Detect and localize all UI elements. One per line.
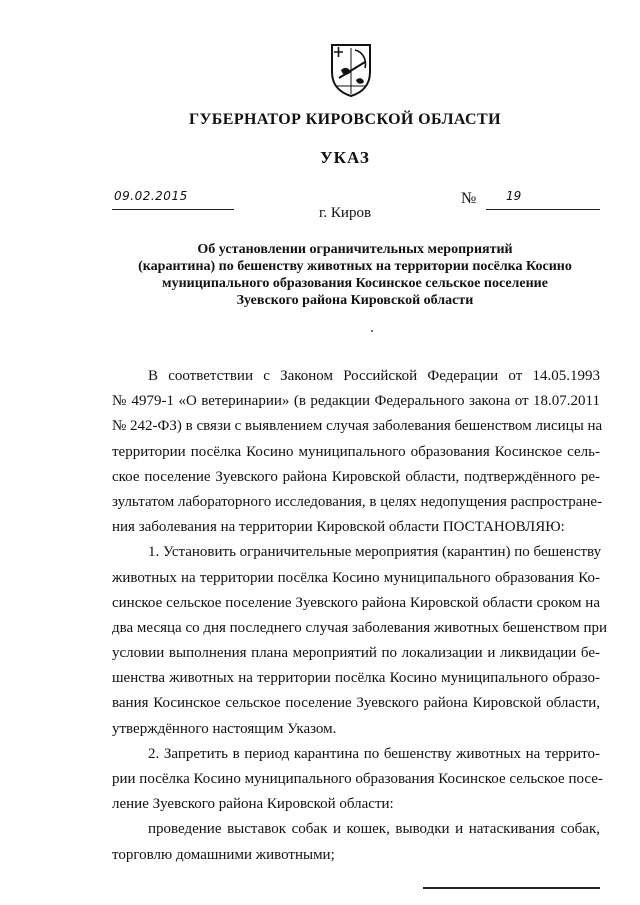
body-line: утверждённого настоящим Указом. xyxy=(112,720,337,737)
handwritten-date: 09.02.2015 xyxy=(114,189,188,203)
body-line: зультатом лабораторного исследования, в целях недопущения распростране- xyxy=(112,493,603,510)
title-line: Зуевского района Кировской области xyxy=(236,293,474,308)
handwritten-number: 19 xyxy=(506,189,522,203)
title-line: Об установлении ограничительных мероприятий xyxy=(197,242,513,257)
number-sign: № xyxy=(461,190,477,207)
body-line: 1. Установить ограничительные мероприятия (карантин) по бешенству xyxy=(148,544,602,561)
body-line: проведение выставок собак и кошек, выводки и натаскивания собак, xyxy=(148,821,600,838)
body-line: вания Косинское сельское поселение Зуевского района Кировской области, xyxy=(112,695,600,712)
document-type: УКАЗ xyxy=(320,148,370,167)
body-line: ление Зуевского района Кировской области: xyxy=(112,796,394,813)
decree-body xyxy=(112,364,608,868)
scan-speck xyxy=(371,330,373,332)
body-line: № 242-ФЗ) в связи с выявлением случая заболевания бешенством лисицы на xyxy=(112,418,603,435)
body-line: ния заболевания на территории Кировской области ПОСТАНОВЛЯЮ: xyxy=(112,519,565,536)
body-line: ское поселение Зуевского района Кировской области, подтверждённого ре- xyxy=(112,468,600,485)
body-line: синское сельское поселение Зуевского района Кировской области сроком на xyxy=(112,594,600,611)
body-line: В соответствии с Законом Российской Федерации от 14.05.1993 xyxy=(148,368,600,384)
body-line: два месяца со дня последнего случая заболевания животных бешенством при xyxy=(112,619,608,636)
coat-of-arms-icon xyxy=(329,42,373,98)
issuing-authority: ГУБЕРНАТОР КИРОВСКОЙ ОБЛАСТИ xyxy=(189,111,501,128)
body-line: шенства животных на территории посёлка Косино муниципального образо- xyxy=(112,670,600,687)
body-line: рии посёлка Косино муниципального образования Косинское сельское посе- xyxy=(112,771,603,787)
body-line: 2. Запретить в период карантина по бешенству животных на террито- xyxy=(148,745,600,762)
body-line: торговлю домашними животными; xyxy=(112,846,335,863)
body-line: условии выполнения плана мероприятий по локализации и ликвидации бе- xyxy=(112,645,600,662)
footer-rule xyxy=(423,887,600,889)
body-line: территории посёлка Косино муниципального образования Косинское сель- xyxy=(112,443,600,460)
body-line: животных на территории посёлка Косино муниципального образования Ко- xyxy=(112,569,600,586)
title-line: муниципального образования Косинское сельское поселение xyxy=(162,276,548,291)
title-line: (карантина) по бешенству животных на территории посёлка Косино xyxy=(138,259,572,274)
city-name: г. Киров xyxy=(318,205,372,221)
body-line: № 4979-1 «О ветеринарии» (в редакции Федерального закона от 18.07.2011 xyxy=(112,393,600,410)
decree-title xyxy=(110,241,600,309)
